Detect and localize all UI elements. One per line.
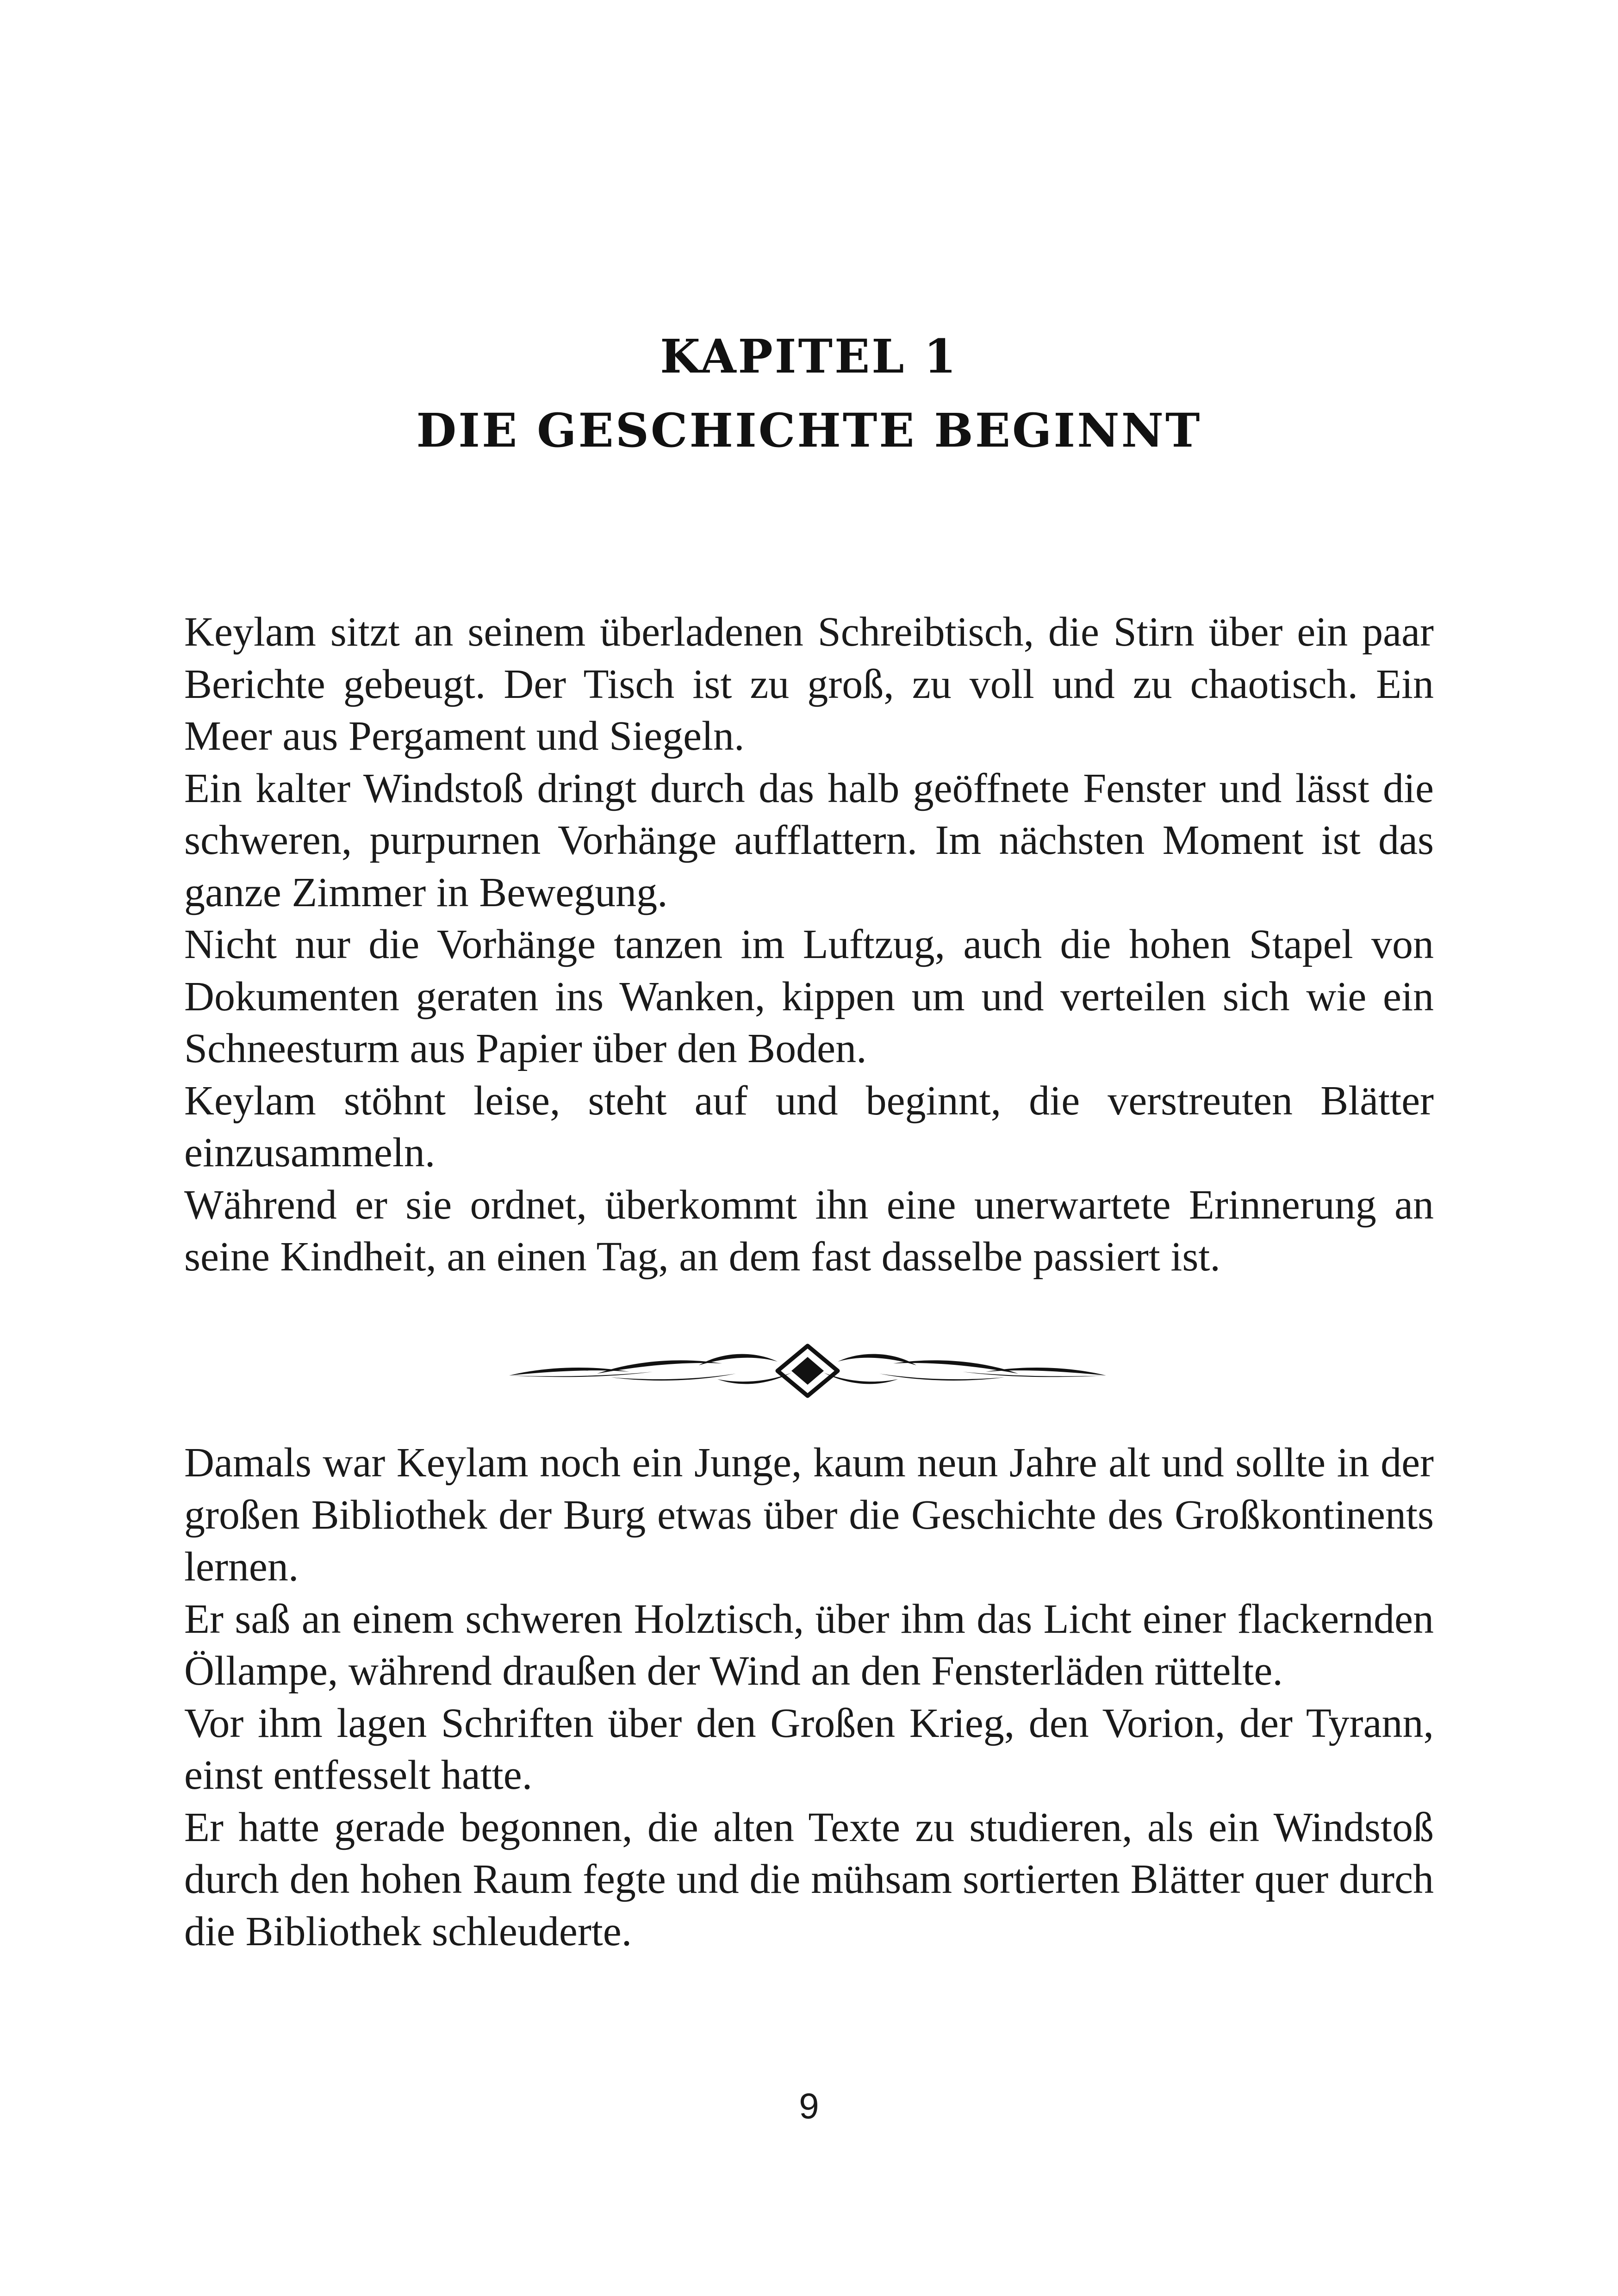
paragraph: Er saß an einem schweren Holztisch, über ihm das Licht einer flackernden Öllampe, während draußen der Wind an den Fensterläden rüttelte. [184,1596,1434,1694]
paragraph: Während er sie ordnet, überkommt ihn eine unerwartete Erinnerung an seine Kindheit, an einen Tag, an dem fast dasselbe passiert ist. [184,1182,1434,1280]
text-section-2 [184,1437,1434,1958]
paragraph: Ein kalter Windstoß dringt durch das halb geöffnete Fenster und lässt die schweren, purpurnen Vorhänge aufflattern. Im nächsten Moment ist das ganze Zimmer in Bewegung. [184,765,1434,915]
chapter-heading [0,319,1618,467]
paragraph: Damals war Keylam noch ein Junge, kaum neun Jahre alt und sollte in der großen Bibliothek der Burg etwas über die Geschichte des Großkontinents lernen. [184,1440,1434,1590]
paragraph: Keylam sitzt an seinem überladenen Schreibtisch, die Stirn über ein paar Berichte gebeugt. Der Tisch ist zu groß, zu voll und zu chaotisch. Ein Meer aus Pergament und Siegeln. [184,609,1434,759]
text-section-1 [184,606,1434,1283]
chapter-number: KAPITEL 1 [660,329,958,384]
chapter-title: DIE GESCHICHTE BEGINNT [416,403,1202,458]
scroll-divider-ornament [504,1333,1111,1407]
page-number: 9 [799,2085,819,2126]
paragraph: Nicht nur die Vorhänge tanzen im Luftzug, auch die hohen Stapel von Dokumenten geraten ins Wanken, kippen um und verteilen sich wie ein Schneesturm aus Papier über den Boden. [184,921,1434,1071]
paragraph: Vor ihm lagen Schriften über den Großen Krieg, den Vorion, der Tyrann, einst entfesselt hatte. [184,1700,1434,1798]
paragraph: Keylam stöhnt leise, steht auf und beginnt, die verstreuten Blätter einzusammeln. [184,1077,1434,1176]
paragraph: Er hatte gerade begonnen, die alten Texte zu studieren, als ein Windstoß durch den hohen Raum fegte und die mühsam sortierten Blätter quer durch die Bibliothek schleuderte. [184,1804,1434,1954]
